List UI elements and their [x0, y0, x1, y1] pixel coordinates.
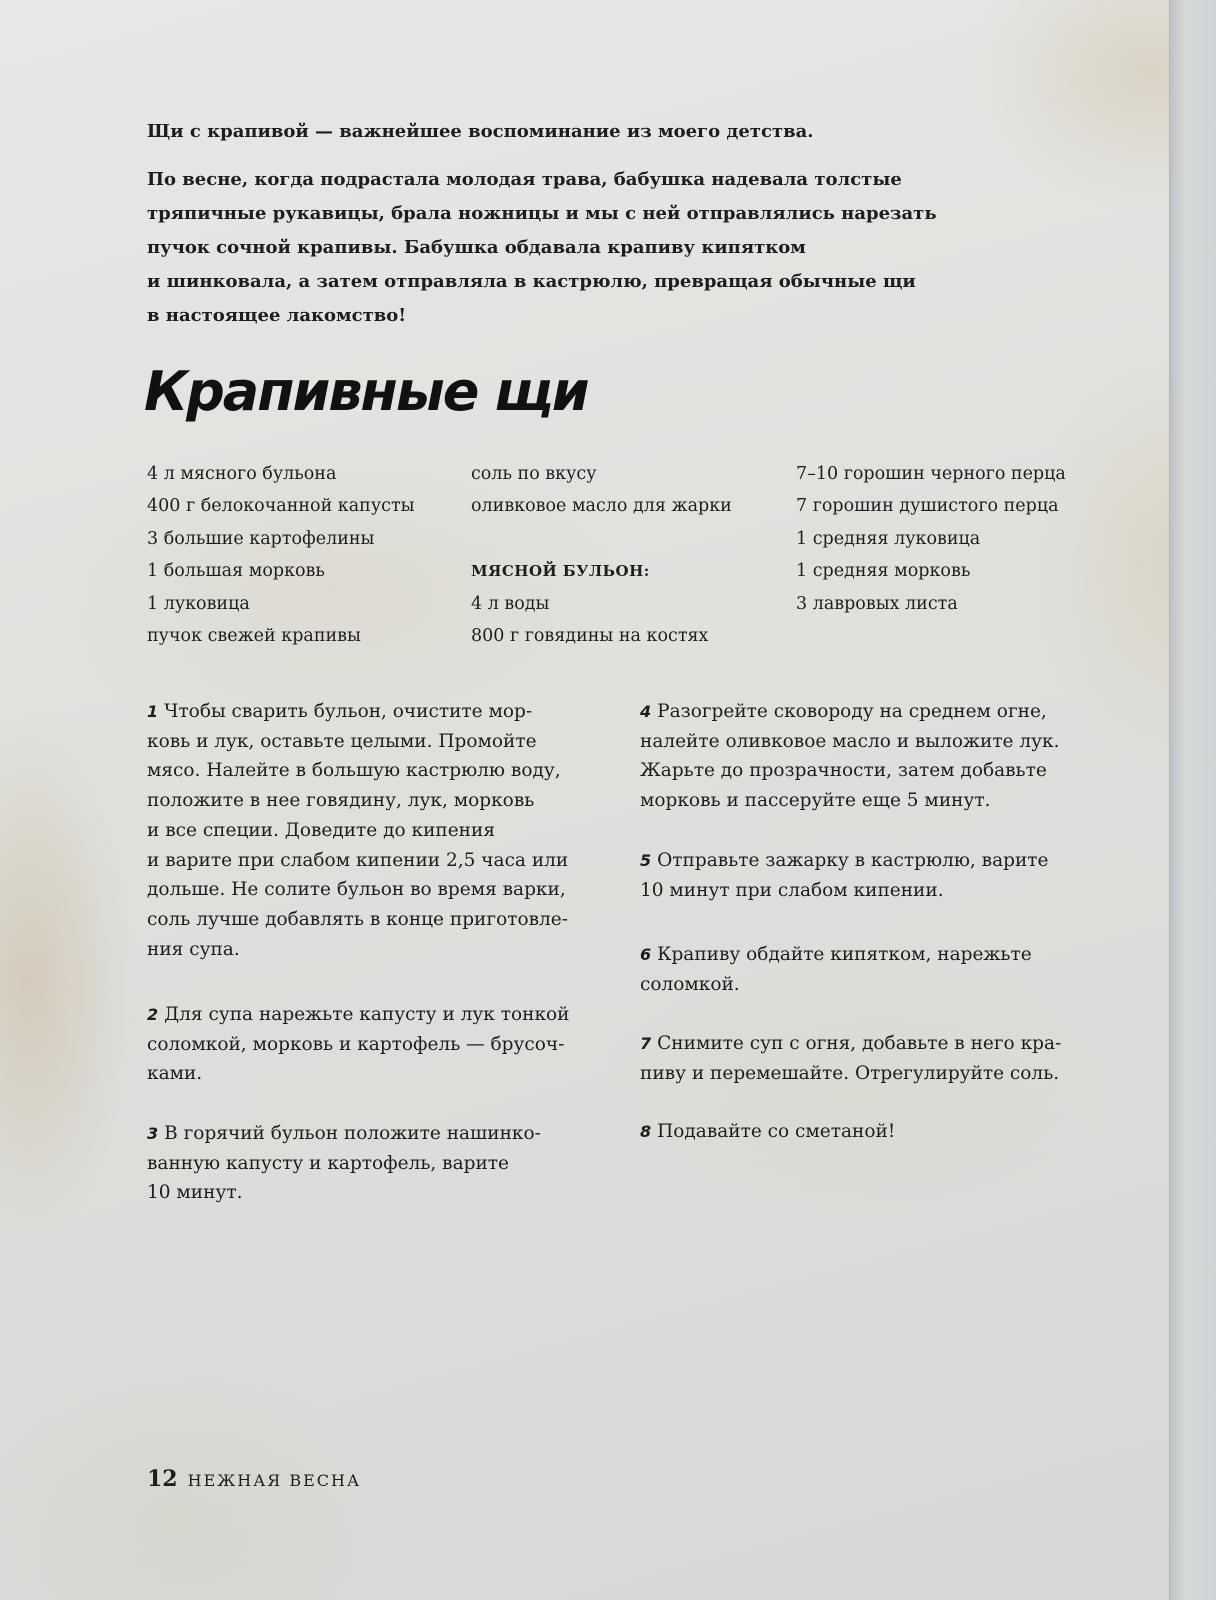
ingredient-item: 7–10 горошин черного перца [796, 464, 1066, 484]
ingredient-item: 800 г говядины на костях [471, 626, 709, 647]
ingredients-column-2 [471, 458, 732, 652]
step-line: соломкой, морковь и картофель — брусоч- [147, 1033, 565, 1055]
step-2 [147, 1000, 607, 1089]
step-6 [640, 940, 1120, 999]
step-line: и все специи. Доведите до кипения [147, 819, 496, 841]
step-3 [147, 1119, 607, 1208]
step-5 [640, 846, 1120, 905]
ingredient-item: 1 средняя луковица [796, 528, 981, 549]
page-edge [1169, 0, 1216, 1600]
step-line: пиву и перемешайте. Отрегулируйте соль. [640, 1062, 1060, 1084]
step-line: 10 минут при слабом кипении. [640, 879, 944, 901]
broth-heading: МЯСНОЙ БУЛЬОН: [471, 562, 650, 581]
step-line: соломкой. [640, 973, 740, 995]
intro-line: в настоящее лакомство! [147, 305, 407, 326]
step-line: ками. [147, 1063, 203, 1085]
step-line: Снимите суп с огня, добавьте в него кра- [657, 1033, 1062, 1054]
step-line: 10 минут. [147, 1182, 243, 1204]
step-line: дольше. Не солите бульон во время варки, [147, 879, 566, 901]
recipe-title: Крапивные щи [144, 360, 588, 423]
intro-line: пучок сочной крапивы. Бабушка обдавала крапиву кипятком [147, 237, 806, 258]
step-line: мясо. Налейте в большую кастрюлю воду, [147, 760, 561, 782]
step-7 [640, 1029, 1120, 1088]
ingredients-column-3 [796, 458, 1066, 620]
step-line: Для супа нарежьте капусту и лук тонкой [164, 1004, 570, 1025]
intro-paragraph-2 [147, 163, 947, 333]
ingredient-spacer [471, 523, 732, 555]
ingredient-item: 1 средняя морковь [796, 561, 971, 582]
ingredient-item: оливковое масло для жарки [471, 496, 732, 517]
step-number: 3 [147, 1124, 159, 1143]
ingredient-item: 4 л мясного бульона [147, 464, 337, 484]
step-line: ковь и лук, оставьте целыми. Промойте [147, 730, 537, 752]
step-line: и варите при слабом кипении 2,5 часа или [147, 849, 569, 871]
ingredient-item: 4 л воды [471, 593, 550, 614]
step-line: ванную капусту и картофель, варите [147, 1152, 509, 1174]
step-line: налейте оливковое масло и выложите лук. [640, 730, 1060, 752]
step-line: Жарьте до прозрачности, затем добавьте [640, 760, 1047, 782]
step-8 [640, 1117, 1120, 1147]
intro-line: и шинковала, а затем отправляла в кастрюлю, превращая обычные щи [147, 271, 916, 292]
step-number: 1 [147, 702, 159, 721]
step-number: 8 [640, 1122, 652, 1141]
step-4 [640, 697, 1120, 816]
section-title: НЕЖНАЯ ВЕСНА [187, 1471, 362, 1490]
step-line: ния супа. [147, 938, 240, 960]
step-1 [147, 697, 607, 964]
intro-paragraph-1: Щи с крапивой — важнейшее воспоминание из моего детства. [147, 121, 814, 142]
ingredient-item: 1 луковица [147, 593, 250, 614]
step-line: В горячий бульон положите нашинко- [164, 1123, 541, 1144]
step-line: Чтобы сварить бульон, очистите мор- [164, 701, 533, 722]
step-number: 5 [640, 851, 652, 870]
page-footer [147, 1464, 361, 1496]
step-line: соль лучше добавлять в конце приготовле- [147, 908, 568, 930]
step-number: 2 [147, 1005, 159, 1024]
step-line: морковь и пассеруйте еще 5 минут. [640, 790, 991, 812]
ingredient-item: 7 горошин душистого перца [796, 496, 1059, 517]
page-number: 12 [147, 1466, 178, 1492]
step-line: Отправьте зажарку в кастрюлю, варите [657, 850, 1049, 871]
step-line: Разогрейте сковороду на среднем огне, [657, 701, 1047, 722]
ingredients-column-1 [147, 458, 415, 652]
ingredient-item: 1 большая морковь [147, 561, 325, 582]
step-line: Подавайте со сметаной! [657, 1121, 896, 1142]
ingredient-item: 400 г белокочанной капусты [147, 496, 415, 517]
intro-line: тряпичные рукавицы, брала ножницы и мы с ней отправлялись нарезать [147, 203, 937, 224]
ingredient-item: 3 лавровых листа [796, 593, 958, 614]
step-line: положите в нее говядину, лук, морковь [147, 790, 535, 812]
step-number: 7 [640, 1034, 652, 1053]
step-line: Крапиву обдайте кипятком, нарежьте [657, 944, 1032, 965]
ingredient-item: соль по вкусу [471, 464, 597, 484]
step-number: 4 [640, 702, 652, 721]
ingredient-item: 3 большие картофелины [147, 528, 375, 549]
intro-line: По весне, когда подрастала молодая трава, бабушка надевала толстые [147, 169, 902, 190]
step-number: 6 [640, 945, 652, 964]
ingredient-item: пучок свежей крапивы [147, 626, 361, 647]
